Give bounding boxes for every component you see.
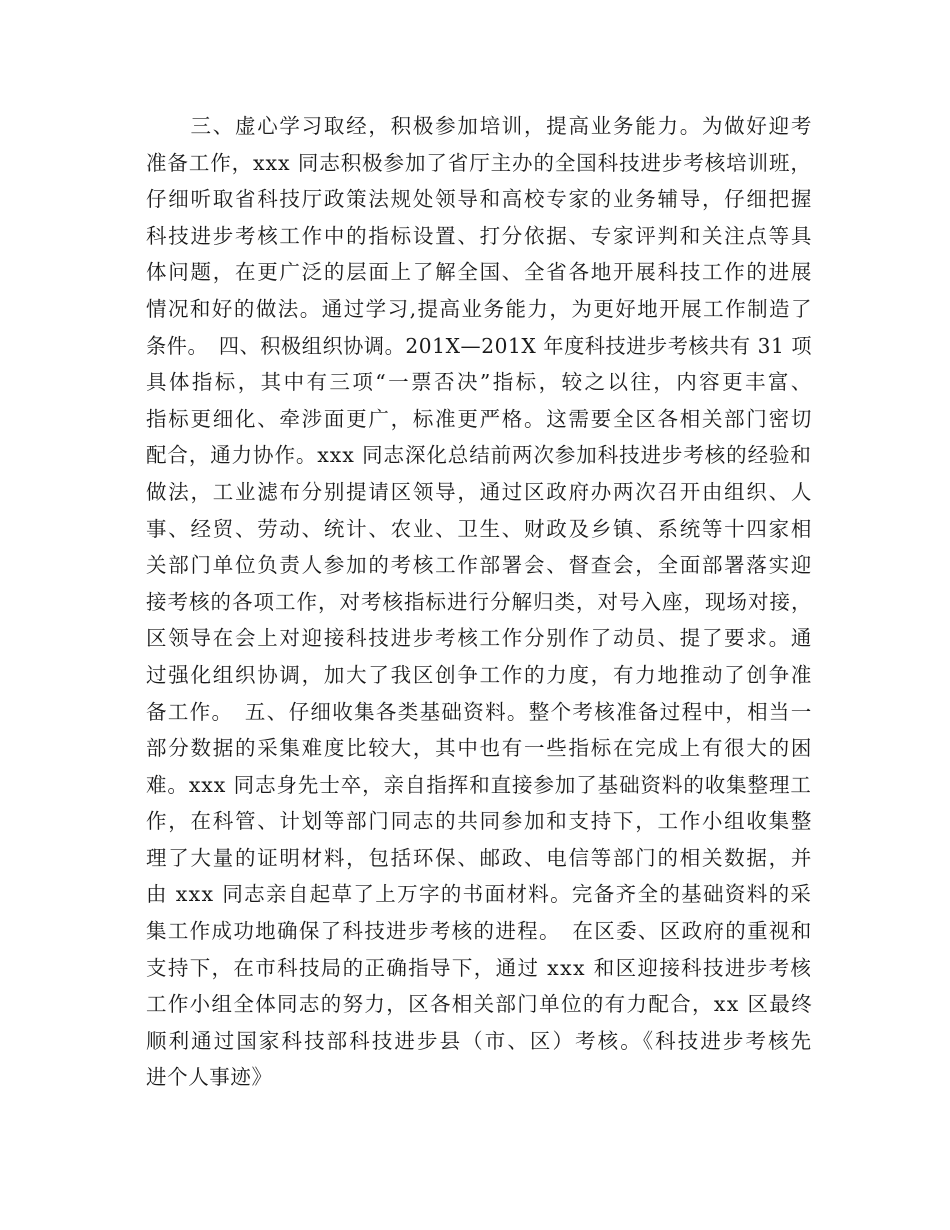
text-line: 顺利通过国家科技部科技进步县（市、区）考核。《科技进步考核先 [146,1028,814,1053]
text-line: 进个人事迹》 [146,1065,273,1090]
text-line: 三、虚心学习取经，积极参加培训，提高业务能力。为做好迎考 [146,114,814,138]
text-line: 由 xxx 同志亲自起草了上万字的书面材料。完备齐全的基础资料的采 [146,882,813,907]
text-line: 具体指标，其中有三项“一票否决”指标，较之以往，内容更丰富、 [146,370,814,395]
text-line: 事、经贸、劳动、统计、农业、卫生、财政及乡镇、系统等十四家相 [146,516,814,541]
body-text [146,108,812,1096]
text-line: 过强化组织协调，加大了我区创争工作的力度，有力地推动了创争准 [146,662,814,687]
text-line: 接考核的各项工作，对考核指标进行分解归类，对号入座，现场对接， [146,589,813,614]
text-line: 做法，工业滤布分别提请区领导，通过区政府办两次召开由组织、人 [146,479,814,504]
text-line: 条件。 四、积极组织协调。201X—201X 年度科技进步考核共有 31 项 [146,333,813,358]
text-line: 工作小组全体同志的努力，区各相关部门单位的有力配合，xx 区最终 [146,992,814,1017]
text-line: 配合，通力协作。xxx 同志深化总结前两次参加科技进步考核的经验和 [146,443,812,468]
text-line: 作，在科管、计划等部门同志的共同参加和支持下，工作小组收集整 [146,809,814,834]
text-line: 指标更细化、牵涉面更广，标准更严格。这需要全区各相关部门密切 [146,406,814,431]
text-line: 难。xxx 同志身先士卒，亲自指挥和直接参加了基础资料的收集整理工 [146,772,812,797]
text-line: 科技进步考核工作中的指标设置、打分依据、专家评判和关注点等具 [146,223,814,248]
text-line: 准备工作，xxx 同志积极参加了省厅主办的全国科技进步考核培训班， [146,150,812,175]
text-line: 理了大量的证明材料，包括环保、邮政、电信等部门的相关数据，并 [146,845,814,870]
text-line: 集工作成功地确保了科技进步考核的进程。 在区委、区政府的重视和 [146,919,813,944]
text-line: 备工作。 五、仔细收集各类基础资料。整个考核准备过程中，相当一 [146,699,813,724]
text-line: 部分数据的采集难度比较大，其中也有一些指标在完成上有很大的困 [146,736,814,761]
text-line: 仔细听取省科技厅政策法规处领导和高校专家的业务辅导，仔细把握 [146,187,814,212]
text-line: 情况和好的做法。通过学习,提高业务能力，为更好地开展工作制造了 [146,296,813,321]
text-line: 关部门单位负责人参加的考核工作部署会、督查会，全面部署落实迎 [146,553,814,578]
text-line: 支持下，在市科技局的正确指导下，通过 xxx 和区迎接科技进步考核 [146,955,813,980]
text-line: 体问题，在更广泛的层面上了解全国、全省各地开展科技工作的进展 [146,260,814,285]
text-line: 区领导在会上对迎接科技进步考核工作分别作了动员、提了要求。通 [146,626,814,651]
